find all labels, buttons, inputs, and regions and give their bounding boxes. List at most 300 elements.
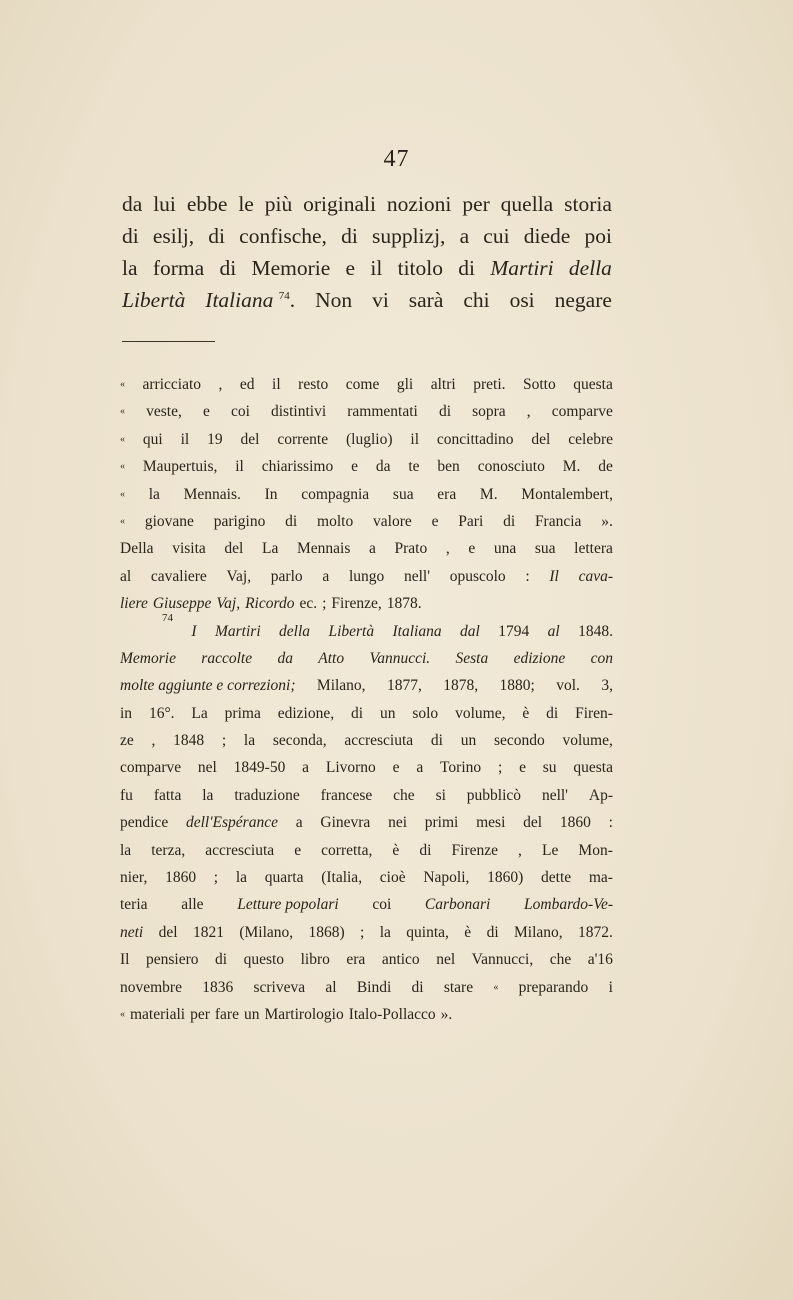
word: di bbox=[546, 704, 559, 722]
note-line bbox=[120, 426, 613, 453]
word: sua bbox=[534, 540, 556, 558]
word: nozioni bbox=[386, 192, 452, 216]
word: (Italia, bbox=[321, 869, 363, 887]
word: un bbox=[379, 704, 396, 722]
word: fu bbox=[120, 786, 133, 804]
note-line bbox=[120, 563, 613, 590]
word: e bbox=[294, 841, 302, 859]
word: Livorno bbox=[325, 759, 376, 777]
main-line bbox=[122, 188, 612, 220]
footnote-marker: 74 bbox=[278, 289, 290, 302]
word: Firen- bbox=[575, 704, 613, 722]
word: ; bbox=[221, 732, 227, 750]
word: Ap- bbox=[588, 786, 613, 804]
word-italic: Ricordo bbox=[245, 595, 295, 613]
word: la bbox=[120, 841, 132, 859]
word: al bbox=[120, 567, 132, 585]
word: : bbox=[525, 567, 530, 585]
word: questa bbox=[573, 376, 613, 393]
word: solo bbox=[412, 704, 439, 722]
quote-mark: « bbox=[120, 433, 125, 445]
word-italic: Martiri bbox=[214, 622, 261, 640]
word: Napoli, bbox=[423, 869, 470, 887]
word: Memorie bbox=[251, 256, 331, 280]
word: Mennais bbox=[296, 540, 351, 558]
word-italic: Italiana bbox=[205, 288, 274, 312]
word: (luglio) bbox=[346, 430, 393, 448]
word: ; bbox=[213, 869, 219, 887]
quote-mark: « bbox=[493, 981, 499, 993]
word: te bbox=[408, 458, 420, 476]
word: Vaj, bbox=[226, 567, 252, 585]
word: di bbox=[419, 841, 432, 859]
note-line bbox=[120, 754, 613, 781]
word: in bbox=[120, 704, 133, 722]
word: Martirologio bbox=[264, 1005, 344, 1023]
word-italic: Atto bbox=[318, 649, 345, 667]
word: confische, bbox=[239, 224, 327, 248]
word: opuscolo bbox=[449, 567, 506, 585]
punctuation: . bbox=[289, 288, 296, 312]
word: , bbox=[151, 732, 156, 750]
word: 16°. bbox=[148, 704, 175, 722]
note-line bbox=[120, 782, 613, 809]
word: 1849-50 bbox=[233, 759, 286, 777]
footnote-separator bbox=[122, 341, 215, 342]
word: 1877, bbox=[386, 677, 422, 695]
word: , bbox=[526, 403, 531, 421]
word: 1872. bbox=[578, 923, 613, 941]
word: ma- bbox=[588, 869, 613, 887]
word: , bbox=[445, 540, 450, 558]
word: la bbox=[148, 485, 160, 503]
note-line bbox=[120, 809, 613, 836]
word: Della bbox=[120, 540, 154, 558]
word: novembre bbox=[120, 978, 182, 996]
word: Mennais. bbox=[183, 485, 241, 503]
word: antico bbox=[381, 951, 420, 969]
word: de bbox=[598, 458, 613, 476]
word: preti. bbox=[473, 376, 506, 393]
word: 1860 bbox=[165, 869, 197, 887]
note-line bbox=[120, 919, 613, 946]
word: giovane bbox=[144, 512, 194, 530]
word: quinta, bbox=[406, 923, 449, 941]
word-italic: con bbox=[590, 649, 613, 667]
word: Firenze, bbox=[331, 595, 382, 613]
word: terza, bbox=[151, 841, 186, 859]
word: 1821 bbox=[192, 923, 224, 941]
word: Prato bbox=[394, 540, 428, 558]
word: poi bbox=[584, 224, 612, 248]
note-line bbox=[120, 508, 613, 535]
word: un bbox=[460, 732, 477, 750]
word: è bbox=[464, 923, 472, 941]
word: teria bbox=[120, 896, 148, 914]
word: a bbox=[368, 540, 376, 558]
word: che bbox=[549, 951, 572, 969]
page-number: 47 bbox=[383, 146, 410, 172]
word: sua bbox=[392, 485, 414, 503]
word: di bbox=[208, 224, 225, 248]
word-italic: neti bbox=[120, 923, 144, 941]
word: del bbox=[531, 430, 551, 448]
quote-mark: « bbox=[120, 461, 125, 473]
word-italic: raccolte bbox=[201, 649, 253, 667]
word: accresciuta bbox=[344, 732, 414, 750]
word: sopra bbox=[472, 403, 506, 421]
word: su bbox=[542, 759, 557, 777]
word: di bbox=[215, 951, 228, 969]
word: lui bbox=[153, 192, 176, 216]
word: come bbox=[345, 376, 380, 393]
word: 1868) bbox=[308, 923, 345, 941]
quote-mark: « bbox=[120, 379, 125, 390]
word: chi bbox=[463, 288, 490, 312]
main-line bbox=[122, 220, 612, 252]
note-line bbox=[120, 864, 613, 891]
word: una bbox=[493, 540, 517, 558]
word-italic: Italiana bbox=[392, 622, 442, 640]
word: arricciato bbox=[142, 376, 202, 393]
word: 1794 bbox=[498, 622, 530, 640]
word: Montalembert, bbox=[521, 485, 613, 503]
word-italic: della bbox=[279, 622, 311, 640]
word: nel bbox=[436, 951, 456, 969]
word: scriveva bbox=[253, 978, 306, 996]
word: di bbox=[122, 224, 139, 248]
word-italic: Sesta bbox=[455, 649, 489, 667]
word: più bbox=[264, 192, 293, 216]
word: Maupertuis, bbox=[142, 458, 218, 476]
word-italic: molte aggiunte e correzioni; bbox=[120, 677, 296, 695]
word: il bbox=[370, 256, 383, 280]
footnotes bbox=[120, 371, 613, 1028]
word: le bbox=[238, 192, 254, 216]
word: al bbox=[325, 978, 337, 996]
word: e bbox=[351, 458, 358, 476]
word: ec. bbox=[299, 595, 318, 613]
note-line bbox=[120, 481, 613, 508]
word: libro bbox=[300, 951, 330, 969]
word: titolo bbox=[397, 256, 444, 280]
word: il bbox=[410, 430, 420, 448]
word: seconda, bbox=[272, 732, 327, 750]
word: a bbox=[302, 759, 310, 777]
note-line bbox=[120, 453, 613, 480]
word: volume, bbox=[562, 732, 613, 750]
word: di bbox=[458, 256, 476, 280]
word: ze bbox=[120, 732, 134, 750]
word: era bbox=[437, 485, 457, 503]
word: supplizj, bbox=[371, 224, 446, 248]
word: di bbox=[341, 224, 358, 248]
word: Milano, bbox=[316, 677, 366, 695]
note-line bbox=[120, 946, 613, 973]
word: materiali bbox=[130, 1005, 186, 1023]
word: La bbox=[261, 540, 279, 558]
word: pendice bbox=[120, 814, 169, 832]
word: Francia bbox=[534, 512, 582, 530]
word: resto bbox=[298, 376, 329, 393]
word: Non bbox=[315, 288, 353, 312]
word: sarà bbox=[408, 288, 444, 312]
note-line bbox=[120, 590, 613, 617]
word: 1848. bbox=[578, 622, 613, 640]
word-italic: Memorie bbox=[120, 649, 176, 667]
word: valore bbox=[373, 512, 412, 530]
word: di bbox=[438, 403, 451, 421]
word: la bbox=[122, 256, 138, 280]
word-italic: Vannucci. bbox=[369, 649, 431, 667]
word: nell' bbox=[403, 567, 430, 585]
word: ». bbox=[601, 512, 613, 530]
word: di bbox=[219, 256, 237, 280]
note-line bbox=[120, 700, 613, 727]
word: vi bbox=[372, 288, 389, 312]
word: a bbox=[322, 567, 330, 585]
word: esilj, bbox=[152, 224, 195, 248]
word: negare bbox=[554, 288, 612, 312]
word: di bbox=[285, 512, 298, 530]
word: è bbox=[522, 704, 530, 722]
word: del bbox=[240, 430, 260, 448]
word: Torino bbox=[440, 759, 482, 777]
word: M. bbox=[562, 458, 581, 476]
word-with-footnote bbox=[205, 284, 295, 316]
word: La bbox=[191, 704, 208, 722]
word: 1878. bbox=[386, 595, 422, 613]
word: la bbox=[243, 732, 256, 750]
word: chiarissimo bbox=[261, 458, 334, 476]
word: la bbox=[235, 869, 248, 887]
word: Mon- bbox=[578, 841, 613, 859]
word: parlo bbox=[270, 567, 303, 585]
word: e bbox=[345, 256, 356, 280]
note-line bbox=[120, 371, 613, 398]
note-line bbox=[120, 974, 613, 1001]
word: primi bbox=[424, 814, 459, 832]
word-italic: Martiri bbox=[490, 256, 554, 280]
note-line bbox=[120, 611, 613, 645]
word: veste, bbox=[146, 403, 182, 421]
word: 3, bbox=[601, 677, 613, 695]
word: Vannucci, bbox=[471, 951, 534, 969]
main-text bbox=[122, 188, 612, 316]
word: cui bbox=[483, 224, 510, 248]
word: lungo bbox=[348, 567, 385, 585]
word-italic: liere bbox=[120, 595, 148, 613]
word: 1880; bbox=[499, 677, 535, 695]
word-italic: I bbox=[191, 622, 197, 640]
word-italic: Vaj, bbox=[216, 595, 241, 613]
word: mesi bbox=[476, 814, 506, 832]
word: visita bbox=[172, 540, 206, 558]
word: a bbox=[416, 759, 424, 777]
word: ». bbox=[440, 1005, 453, 1023]
word: conosciuto bbox=[477, 458, 545, 476]
word: osi bbox=[509, 288, 535, 312]
word: forma bbox=[152, 256, 205, 280]
word: rammentati bbox=[347, 403, 418, 421]
word: Le bbox=[541, 841, 559, 859]
word-italic: dal bbox=[460, 622, 480, 640]
word: , bbox=[518, 841, 522, 859]
word: 1878, bbox=[443, 677, 479, 695]
word: 1860 bbox=[559, 814, 591, 832]
word: ebbe bbox=[186, 192, 228, 216]
word-italic: della bbox=[568, 256, 612, 280]
word: dette bbox=[541, 869, 572, 887]
note-line bbox=[120, 727, 613, 754]
word: quella bbox=[500, 192, 554, 216]
note-line bbox=[120, 398, 613, 425]
word: molto bbox=[317, 512, 354, 530]
word: qui bbox=[142, 430, 163, 448]
word: Milano, bbox=[514, 923, 563, 941]
word-italic: Libertà bbox=[122, 288, 186, 312]
word: 1860) bbox=[487, 869, 524, 887]
word: comparve bbox=[551, 403, 613, 421]
word: 1848 bbox=[173, 732, 205, 750]
word: cioè bbox=[379, 869, 406, 887]
word: di bbox=[411, 978, 424, 996]
word: edizione, bbox=[277, 704, 335, 722]
word: da bbox=[122, 192, 143, 216]
word: di bbox=[503, 512, 516, 530]
word: ; bbox=[322, 595, 327, 613]
word: che bbox=[393, 786, 415, 804]
word-italic: Carbonari bbox=[424, 896, 491, 914]
word: gli bbox=[396, 376, 414, 393]
word-italic: cava- bbox=[578, 567, 613, 585]
word: fare bbox=[214, 1005, 239, 1023]
main-line bbox=[122, 284, 612, 316]
word: compagnia bbox=[301, 485, 370, 503]
word: M. bbox=[479, 485, 498, 503]
word-italic: Il bbox=[549, 567, 559, 585]
word: prima bbox=[224, 704, 261, 722]
word: e bbox=[519, 759, 526, 777]
word: pubblicò bbox=[466, 786, 522, 804]
note-line bbox=[120, 891, 613, 918]
word: di bbox=[351, 704, 364, 722]
word: corrente bbox=[277, 430, 329, 448]
word: volume, bbox=[455, 704, 506, 722]
word: di bbox=[430, 732, 443, 750]
word: Firenze bbox=[451, 841, 498, 859]
word: un bbox=[243, 1005, 260, 1023]
word: la bbox=[202, 786, 214, 804]
word: traduzione bbox=[234, 786, 300, 804]
word: vol. bbox=[556, 677, 580, 695]
word: il bbox=[235, 458, 244, 476]
word: cavaliere bbox=[150, 567, 207, 585]
word: si bbox=[435, 786, 446, 804]
word: nel bbox=[197, 759, 217, 777]
word: ; bbox=[360, 923, 365, 941]
note-line bbox=[120, 645, 613, 672]
note-line bbox=[120, 837, 613, 864]
word: francese bbox=[320, 786, 373, 804]
word: corretta, bbox=[321, 841, 373, 859]
word: accresciuta bbox=[205, 841, 275, 859]
word: a bbox=[459, 224, 470, 248]
word: ed bbox=[239, 376, 255, 393]
word: alle bbox=[181, 896, 204, 914]
word: ; bbox=[497, 759, 503, 777]
word-italic: al bbox=[547, 622, 560, 640]
footnote-marker: 74 bbox=[162, 611, 173, 624]
word: di bbox=[486, 923, 499, 941]
word: nier, bbox=[120, 869, 148, 887]
word: altri bbox=[430, 376, 456, 393]
word: Bindi bbox=[356, 978, 392, 996]
word: del bbox=[158, 923, 178, 941]
word: per bbox=[190, 1005, 210, 1023]
word-italic: edizione bbox=[513, 649, 566, 667]
word: coi bbox=[230, 403, 250, 421]
word: , bbox=[218, 376, 223, 393]
word: è bbox=[392, 841, 400, 859]
word: a bbox=[295, 814, 303, 832]
word: secondo bbox=[493, 732, 545, 750]
word: preparando bbox=[518, 978, 589, 996]
word: nell' bbox=[541, 786, 568, 804]
word: coi bbox=[372, 896, 392, 914]
word: del bbox=[523, 814, 543, 832]
word: Pari bbox=[458, 512, 484, 530]
word: Il bbox=[120, 951, 130, 969]
word: stare bbox=[443, 978, 474, 996]
word: per bbox=[462, 192, 490, 216]
word: originali bbox=[303, 192, 376, 216]
word: parigino bbox=[213, 512, 266, 530]
word: Ginevra bbox=[320, 814, 371, 832]
main-line bbox=[122, 252, 612, 284]
word: lettera bbox=[574, 540, 613, 558]
word: questo bbox=[243, 951, 285, 969]
word: da bbox=[375, 458, 391, 476]
word: 19 bbox=[207, 430, 223, 448]
word: a'16 bbox=[587, 951, 613, 969]
note-line bbox=[120, 1001, 613, 1028]
word-italic: Giuseppe bbox=[152, 595, 212, 613]
word-italic: Libertà bbox=[328, 622, 375, 640]
word: Italo-Pollacco bbox=[348, 1005, 436, 1023]
word-italic: dell'Espérance bbox=[185, 814, 278, 832]
word: concittadino bbox=[436, 430, 514, 448]
word: e bbox=[431, 512, 439, 530]
quote-mark: « bbox=[120, 406, 125, 418]
quote-mark: « bbox=[120, 488, 125, 500]
note-line bbox=[120, 535, 613, 562]
word: (Milano, bbox=[239, 923, 294, 941]
word: comparve bbox=[120, 759, 182, 777]
word: e bbox=[468, 540, 476, 558]
word: In bbox=[264, 485, 278, 503]
word: 1836 bbox=[202, 978, 234, 996]
word: : bbox=[608, 814, 613, 832]
word: storia bbox=[564, 192, 612, 216]
word: fatta bbox=[153, 786, 182, 804]
word: nei bbox=[388, 814, 407, 832]
quote-mark: « bbox=[120, 1008, 125, 1020]
word: diede bbox=[523, 224, 571, 248]
word: e bbox=[392, 759, 400, 777]
word-italic: Letture popolari bbox=[237, 896, 339, 914]
word-italic: Lombardo-Ve- bbox=[524, 896, 613, 914]
